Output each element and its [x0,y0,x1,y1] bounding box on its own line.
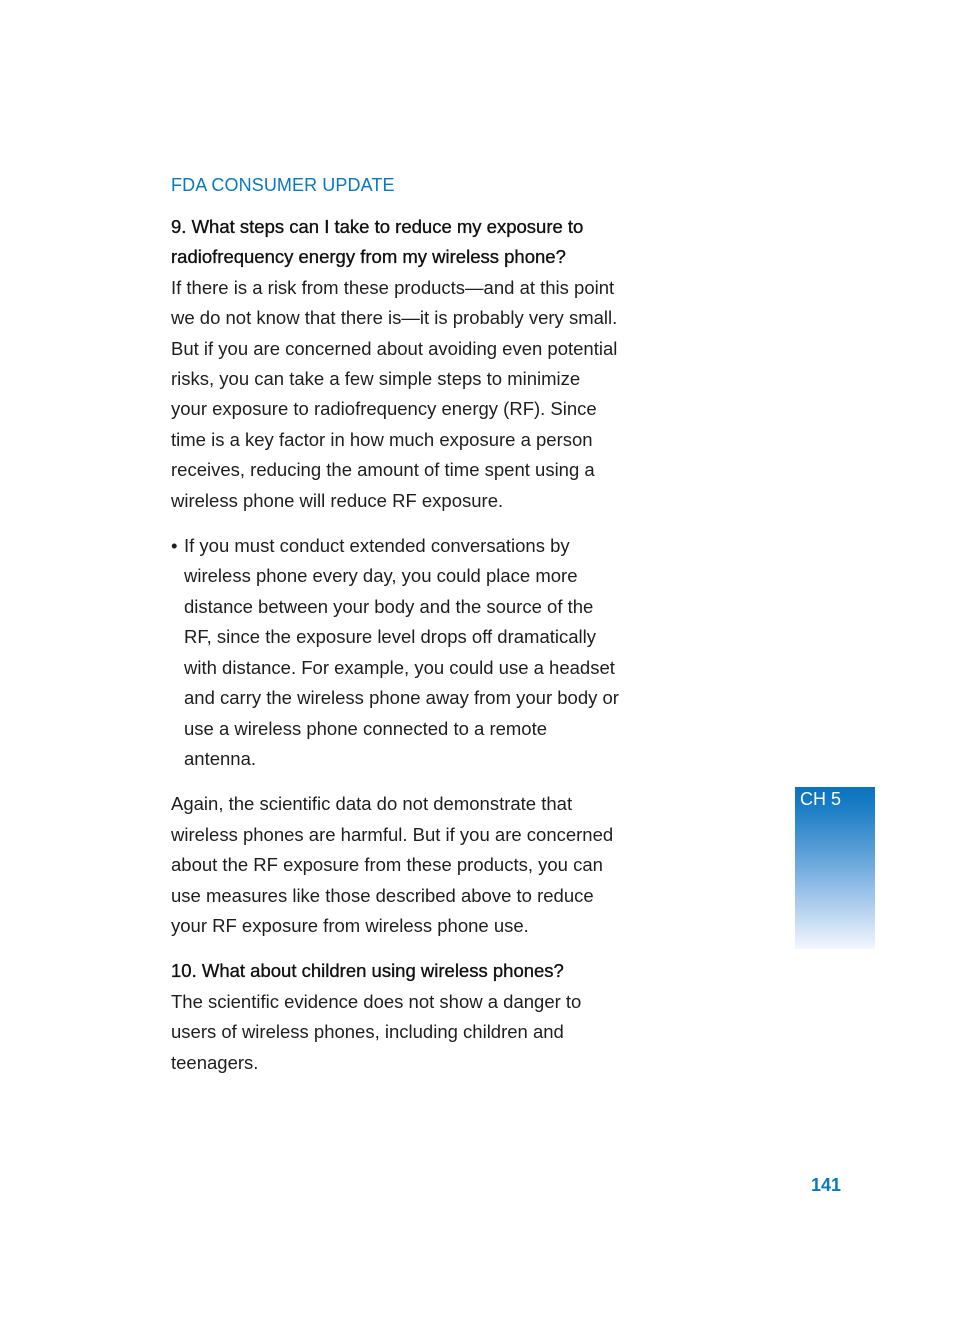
answer-10: The scientific evidence does not show a danger to users of wireless phones, including children and teenagers. [171,990,582,1073]
question-9: 9. What steps can I take to reduce my exposure to radiofrequency energy from my wireless phone? [171,216,584,268]
chapter-label: CH 5 [800,789,842,809]
article-body [171,212,621,1078]
closing-paragraph: Again, the scientific data do not demonstrate that wireless phones are harmful. But if you are concerned about the RF exposure from these products, you can use measures like those described above to reduce your RF exposure from wireless phone use. [171,793,614,936]
answer-9: If there is a risk from these products—and at this point we do not know that there is—it is probably very small. But if you are concerned about avoiding even potential risks, you can take a few simple steps to minimize your exposure to radiofrequency energy (RF). Since time is a key factor in how much exposure a person receives, reducing the amount of time spent using a wireless phone will reduce RF exposure. [171,276,618,511]
bullet-text: If you must conduct extended conversations by wireless phone every day, you could place more distance between your body and the source of the RF, since the exposure level drops off dramatically with distance. For example, you could use a headset and carry the wireless phone away from your body or use a wireless phone connected to a remote antenna. [184,535,619,769]
question-10: 10. What about children using wireless phones? [171,960,564,982]
page-number: 141 [811,1175,842,1195]
section-label: FDA CONSUMER UPDATE [171,175,395,195]
list-item [171,531,621,774]
chapter-tab [795,787,875,949]
bullet-marker: • [171,535,178,557]
